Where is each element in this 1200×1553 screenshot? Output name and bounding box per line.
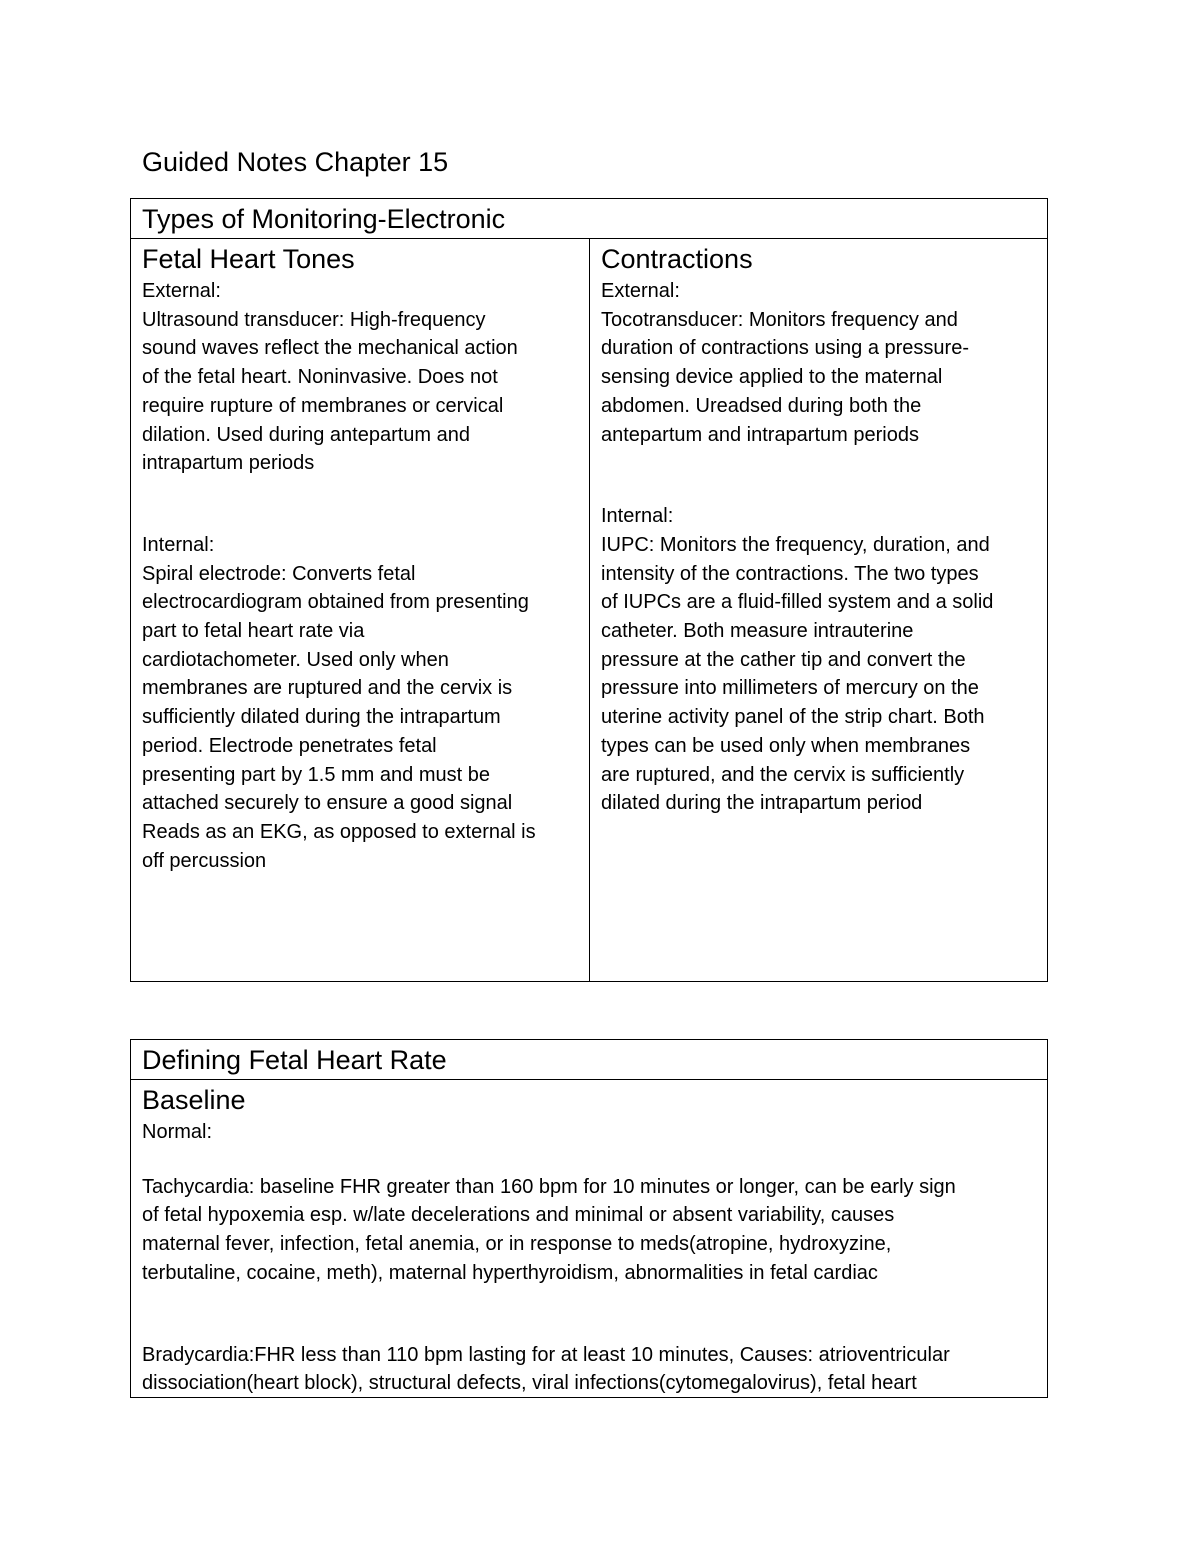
text-line: cardiotachometer. Used only when <box>142 648 449 671</box>
monitoring-columns <box>131 239 1047 981</box>
text-line: sound waves reflect the mechanical action <box>142 337 518 360</box>
normal-label: Normal: <box>142 1121 213 1143</box>
text-line: dilated during the intrapartum period <box>601 792 923 815</box>
fetal-heart-tones-heading: Fetal Heart Tones <box>142 244 355 274</box>
text-line: sensing device applied to the maternal <box>601 366 943 389</box>
tachycardia-text <box>142 1173 1037 1288</box>
spacer <box>142 1288 1037 1341</box>
contractions-internal-label: Internal: <box>601 505 674 528</box>
fht-internal-text <box>142 560 579 876</box>
text-line: are ruptured, and the cervix is sufficiently <box>601 763 965 786</box>
text-line: types can be used only when membranes <box>601 734 971 757</box>
text-line: pressure into millimeters of mercury on the <box>601 677 979 700</box>
text-line: off percussion <box>142 849 267 872</box>
text-line: Reads as an EKG, as opposed to external is <box>142 820 536 843</box>
text-line: dissociation(heart block), structural defects, viral infections(cytomegalovirus), fetal heart <box>142 1372 917 1395</box>
contractions-heading: Contractions <box>601 244 753 274</box>
contractions-cell <box>590 239 1047 981</box>
text-line: Spiral electrode: Converts fetal <box>142 562 416 585</box>
contractions-internal-text <box>601 531 1037 818</box>
text-line: maternal fever, infection, fetal anemia, or in response to meds(atropine, hydroxyzine, <box>142 1233 892 1256</box>
fht-external-label: External: <box>142 280 221 302</box>
contractions-external-text <box>601 306 1037 450</box>
text-line: pressure at the cather tip and convert the <box>601 648 966 671</box>
monitoring-table <box>130 198 1048 982</box>
document-title: Guided Notes Chapter 15 <box>142 147 449 177</box>
text-line: presenting part by 1.5 mm and must be <box>142 763 490 786</box>
fetal-heart-tones-cell <box>131 239 590 981</box>
text-line: intensity of the contractions. The two types <box>601 562 979 585</box>
text-line: attached securely to ensure a good signal <box>142 792 513 815</box>
text-line: membranes are ruptured and the cervix is <box>142 677 513 700</box>
spacer <box>601 449 1037 502</box>
monitoring-table-header: Types of Monitoring-Electronic <box>131 199 1047 239</box>
text-line: abdomen. Ureadsed during both the <box>601 394 922 417</box>
fht-external-text <box>142 306 579 478</box>
fhr-table <box>130 1039 1048 1398</box>
text-line: uterine activity panel of the strip chart. Both <box>601 706 985 729</box>
text-line: of fetal hypoxemia esp. w/late decelerations and minimal or absent variability, causes <box>142 1204 895 1227</box>
text-line: antepartum and intrapartum periods <box>601 423 919 446</box>
text-line: catheter. Both measure intrauterine <box>601 620 914 643</box>
spacer <box>142 1147 1037 1173</box>
text-line: Tachycardia: baseline FHR greater than 160 bpm for 10 minutes or longer, can be early sign <box>142 1175 956 1198</box>
baseline-heading: Baseline <box>142 1085 246 1115</box>
text-line: Tocotransducer: Monitors frequency and <box>601 308 958 331</box>
text-line: part to fetal heart rate via <box>142 620 365 643</box>
text-line: of IUPCs are a fluid-filled system and a solid <box>601 591 994 614</box>
text-line: Ultrasound transducer: High-frequency <box>142 308 486 331</box>
text-line: dilation. Used during antepartum and <box>142 423 470 446</box>
text-line: electrocardiogram obtained from presenting <box>142 591 529 614</box>
text-line: period. Electrode penetrates fetal <box>142 734 437 757</box>
fhr-table-header: Defining Fetal Heart Rate <box>131 1040 1047 1080</box>
fht-internal-label: Internal: <box>142 533 215 556</box>
text-line: Bradycardia:FHR less than 110 bpm lasting for at least 10 minutes, Causes: atrioventricular <box>142 1343 950 1366</box>
text-line: IUPC: Monitors the frequency, duration, and <box>601 533 990 556</box>
text-line: of the fetal heart. Noninvasive. Does not <box>142 366 498 389</box>
bradycardia-text <box>142 1341 1037 1398</box>
text-line: intrapartum periods <box>142 452 315 475</box>
baseline-cell <box>131 1080 1047 1398</box>
text-line: sufficiently dilated during the intrapartum <box>142 706 501 729</box>
text-line: duration of contractions using a pressure- <box>601 337 969 360</box>
text-line: terbutaline, cocaine, meth), maternal hyperthyroidism, abnormalities in fetal cardiac <box>142 1261 878 1284</box>
spacer <box>142 478 579 531</box>
contractions-external-label: External: <box>601 280 680 302</box>
text-line: require rupture of membranes or cervical <box>142 394 504 417</box>
